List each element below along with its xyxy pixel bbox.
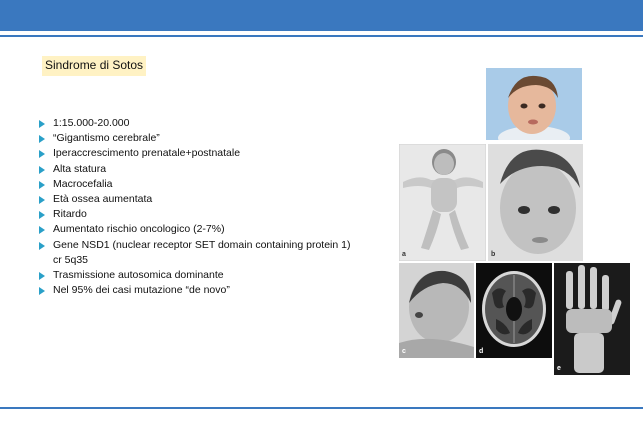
panel-label: e	[557, 365, 561, 372]
bullet-text: Gene NSD1 (nuclear receptor SET domain containing protein 1)	[53, 238, 351, 251]
hand-xray-image	[554, 263, 630, 375]
bullet-text: Aumentato rischio oncologico (2-7%)	[53, 223, 225, 236]
bullet-item	[36, 238, 396, 253]
bullet-text: Iperaccrescimento prenatale+postnatale	[53, 147, 241, 160]
bullet-item	[36, 146, 396, 161]
bullet-item	[36, 116, 396, 131]
bullet-list	[36, 116, 396, 298]
bullet-continuation	[36, 253, 396, 268]
panel-label: d	[479, 348, 484, 355]
triangle-bullet-icon	[39, 181, 45, 189]
brain-mri-image	[476, 263, 552, 358]
triangle-bullet-icon	[39, 196, 45, 204]
triangle-bullet-icon	[39, 226, 45, 234]
panel-label: c	[402, 348, 406, 355]
bullet-item	[36, 207, 396, 222]
triangle-bullet-icon	[39, 166, 45, 174]
triangle-bullet-icon	[39, 150, 45, 158]
bullet-text: Nel 95% dei casi mutazione “de novo”	[53, 284, 230, 297]
footer-divider	[0, 407, 643, 409]
triangle-bullet-icon	[39, 135, 45, 143]
panel-label: a	[402, 251, 406, 258]
bullet-text: cr 5q35	[53, 253, 89, 266]
bullet-item	[36, 283, 396, 298]
header-divider	[0, 35, 643, 37]
bullet-text: Trasmissione autosomica dominante	[53, 269, 224, 282]
triangle-bullet-icon	[39, 272, 45, 280]
bullet-text: Alta statura	[53, 162, 107, 175]
slide-title: Sindrome di Sotos	[42, 56, 146, 76]
triangle-bullet-icon	[39, 287, 45, 295]
triangle-bullet-icon	[39, 242, 45, 250]
bullet-item	[36, 177, 396, 192]
child-face-photo	[486, 68, 582, 140]
header-band	[0, 0, 643, 31]
infant-profile-photo	[399, 263, 474, 358]
bullet-item	[36, 131, 396, 146]
bullet-item	[36, 192, 396, 207]
bullet-item	[36, 268, 396, 283]
bullet-item	[36, 162, 396, 177]
triangle-bullet-icon	[39, 211, 45, 219]
bullet-text: Macrocefalia	[53, 177, 113, 190]
infant-face-photo	[488, 144, 583, 261]
infant-body-photo	[399, 144, 486, 261]
panel-label: b	[491, 251, 496, 258]
bullet-text: “Gigantismo cerebrale”	[53, 132, 160, 145]
bullet-text: Ritardo	[53, 208, 87, 221]
triangle-bullet-icon	[39, 120, 45, 128]
bullet-item	[36, 222, 396, 237]
bullet-text: 1:15.000-20.000	[53, 117, 130, 129]
bullet-text: Età ossea aumentata	[53, 193, 153, 206]
